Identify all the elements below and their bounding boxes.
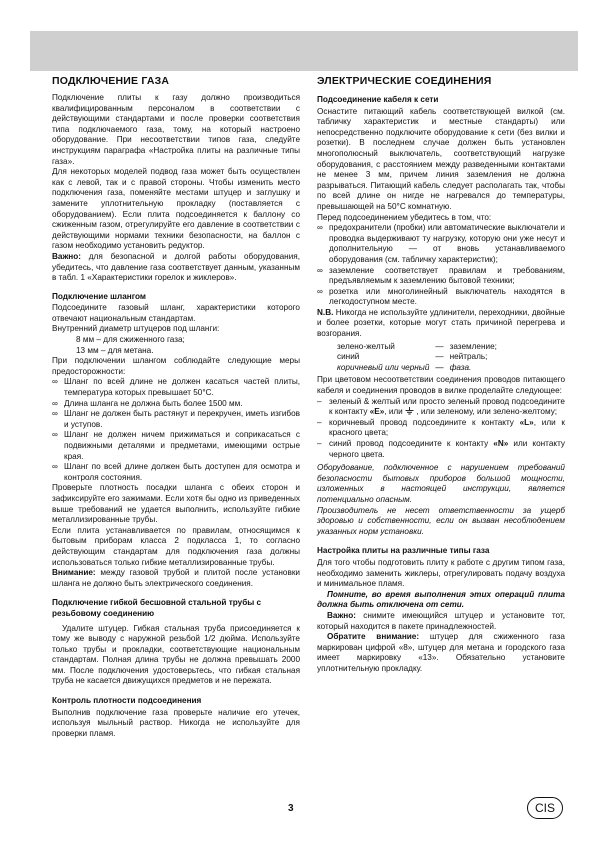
paragraph: Внимание: между газовой трубой и плитой после установки шланга не должно быть электрического соединения. bbox=[52, 568, 300, 588]
language-badge: CIS bbox=[527, 797, 563, 819]
paragraph: Для того чтобы подготовить плиту к работе с другим типом газа, необходимо заменить жиклеры, отрегулировать подачу воздуха и минимальное пламя. bbox=[317, 557, 565, 589]
paragraph: Оснастите питающий кабель соответствующей вилкой (см. табличку характеристик и местные стандарты) или непосредственно подключите оборудование к сети (без вилки и розетки). В последнем случае должен быть установлен многополюсный выключатель, соответствующий нагрузке оборудования, с расстоянием между разведенными контактами не менее 3 мм, причем линия заземления не должна разрываться. Питающий кабель следует располагать так, чтобы по всей длине он нигде не нагревался до температуры, превышающей на 50°С комнатную. bbox=[317, 106, 565, 211]
cable-title: Подсоединение кабеля к сети bbox=[317, 95, 439, 104]
paragraph: При цветовом несоответствии соединения проводов питающего кабеля и соединения проводов в вилке проделайте следующее: bbox=[317, 375, 565, 396]
size-item: 13 мм – для метана. bbox=[76, 345, 154, 355]
paragraph: Важно: снимите имеющийся штуцер и установите тот, который находится в пакете принадлежностей. bbox=[317, 610, 565, 631]
list-item: – коричневый провод подсоедините к контакту «L», или к красного цвета; bbox=[317, 417, 565, 438]
table-row: зелено-желтый — заземление; bbox=[337, 341, 497, 351]
infinity-bullet-icon: ∞ bbox=[52, 430, 58, 440]
paragraph: Удалите штуцер. Гибкая стальная труба присоединяется к тому же выводу с наружной резьбой 1/2 дюйма. Используйте только трубы и прокладки, соответствующие национальным стандартам. Полная длина трубы не должна превышать 2000 мм. После подключения удостоверьтесь, что гибкая стальная труба не касается движущихся предметов и не пережата. bbox=[52, 623, 300, 686]
list-item: ∞ Шланг по всей длине должен быть доступен для осмотра и контроля состояния. bbox=[52, 462, 300, 482]
label-bold: Важно: bbox=[52, 251, 81, 261]
wire-colors-table bbox=[337, 342, 503, 374]
page-number: 3 bbox=[288, 803, 294, 814]
paragraph: Подключение плиты к газу должно производиться квалифицированным персоналом в соответствии с действующими стандартами и после проверки соответствия типа подключаемого газа, тому, на который настроено оборудование. При несоответствии типов газа, следуйте инструкциям параграфа «Настройка плиты на различные типы газа». bbox=[52, 93, 300, 166]
infinity-bullet-icon: ∞ bbox=[317, 223, 323, 233]
hose-precautions-list bbox=[52, 377, 300, 483]
cable-check-list bbox=[317, 223, 565, 308]
infinity-bullet-icon: ∞ bbox=[52, 377, 58, 387]
leak-title: Контроль плотности подсоединения bbox=[52, 696, 202, 706]
list-item: ∞ Шланг не должен быть растянут и перекручен, иметь изгибов и уступов. bbox=[52, 409, 300, 429]
diameter-list bbox=[52, 335, 300, 356]
list-item: ∞ Шланг не должен ничем прижиматься и соприкасаться с подвижными деталями и предметами, имеющими острые края. bbox=[52, 430, 300, 461]
paragraph: Внутренний диаметр штуцеров под шланги: bbox=[52, 324, 220, 334]
dash-bullet: – bbox=[317, 417, 322, 427]
infinity-bullet-icon: ∞ bbox=[52, 398, 58, 408]
paragraph: Для некоторых моделей подвод газа может быть осуществлен как с левой, так и с правой стороны. Чтобы изменить место подключения газа, поменяйте местами штуцер и заглушку и замените уплотнительную прокладку (поставляется с оборудованием). Если плита подсоединяется к баллону со сжиженным газом, отрегулируйте его давление в соответствии с действующими нормами техники безопасности, на баллон с газом необходимо установить редуктор. bbox=[52, 167, 300, 251]
paragraph: Выполнив подключение газа проверьте наличие его утечек, используя мыльный раствор. Никогда не используйте для проверки пламя. bbox=[52, 707, 300, 738]
list-item: – синий провод подсоедините к контакту «N» или контакту черного цвета. bbox=[317, 439, 565, 459]
electrical-title: ЭЛЕКТРИЧЕСКИЕ СОЕДИНЕНИЯ bbox=[317, 75, 492, 87]
paragraph: Если плита устанавливается по правилам, относящимся к бытовым приборам класса 2 подкласса 1, то согласно действующим стандартам для подключения газа должны использоваться только гибкие металлизированные трубы. bbox=[52, 525, 300, 567]
list-item: – зеленый & желтый или просто зеленый провод подсоедините к контакту «Е», или , или зеленому, или зелено-желтому; bbox=[317, 396, 565, 417]
list-item: ∞ Длина шланга не должна быть более 1500 мм. bbox=[52, 398, 243, 408]
paragraph: Перед подсоединением убедитесь в том, что: bbox=[317, 212, 492, 222]
size-item: 8 мм – для сжиженного газа; bbox=[76, 335, 185, 345]
label-bold: Обратите внимание: bbox=[327, 632, 420, 642]
pipe-title: Подключение гибкой бесшовной стальной трубы с резьбовому соединению bbox=[52, 598, 262, 618]
label-bold: N.B. bbox=[317, 307, 334, 317]
dash-bullet: – bbox=[317, 439, 322, 448]
paragraph: Важно: для безопасной и долгой работы оборудования, убедитесь, что давление газа соответствует данным, указанным в табл. 1 «Характеристики горелок и жиклеров». bbox=[52, 251, 300, 283]
paragraph: При подключении шлангом соблюдайте следующие меры предосторожности: bbox=[52, 356, 300, 376]
hose-title: Подключение шлангом bbox=[52, 291, 146, 301]
paragraph: Обратите внимание: штуцер для сжиженного газа маркирован цифрой «8», штуцер для метана и городского газа имеет маркировку «13». Обязательно установите уплотнительную прокладку. bbox=[317, 632, 565, 673]
table-row: синий — нейтраль; bbox=[337, 352, 488, 362]
right-column bbox=[317, 75, 565, 674]
header-band bbox=[30, 31, 578, 71]
gas-connection-title: ПОДКЛЮЧЕНИЕ ГАЗА bbox=[52, 75, 170, 87]
disconnect-warning: Помните, во время выполнения этих операций плита должна быть отключена от сети. bbox=[317, 589, 565, 610]
infinity-bullet-icon: ∞ bbox=[317, 265, 323, 275]
ground-symbol-icon bbox=[405, 407, 414, 415]
list-item: ∞ заземление соответствует правилам и требованиям, предъявляемым к заземлению бытовой техники; bbox=[317, 265, 565, 286]
gas-types-title: Настройка плиты на различные типы газа bbox=[317, 546, 490, 556]
label-bold: Важно: bbox=[327, 610, 356, 620]
paragraph: Подсоедините газовый шланг, характеристики которого отвечают национальным стандартам. bbox=[52, 303, 300, 323]
infinity-bullet-icon: ∞ bbox=[317, 286, 323, 296]
liability-note: Производитель не несет ответственности за ущерб здоровью и собственности, если он вызван несоблюдением указанных норм установки. bbox=[317, 505, 565, 536]
table-row: коричневый или черный — фаза. bbox=[337, 362, 472, 372]
paragraph: N.B. Никогда не используйте удлинители, переходники, двойные и более розетки, которые могут стать причиной перегрева и возгорания. bbox=[317, 307, 565, 339]
safety-warning: Оборудование, подключенное с нарушением требований безопасности бытовых приборов большой мощности, изложенных в настоящей инструкции, является потенциально опасным. bbox=[317, 463, 565, 504]
label-bold: Внимание: bbox=[52, 568, 96, 578]
left-column bbox=[52, 75, 300, 739]
list-item: ∞ Шланг по всей длине не должен касаться частей плиты, температура которых превышает 50°С. bbox=[52, 377, 300, 398]
dash-bullet: – bbox=[317, 396, 322, 406]
infinity-bullet-icon: ∞ bbox=[52, 462, 58, 472]
infinity-bullet-icon: ∞ bbox=[52, 409, 58, 419]
list-item: ∞ предохранители (пробки) или автоматические выключатели и проводка выдерживают ту нагрузку, которую они уже несут и дополнительную — от вновь устанавливаемого оборудования (см. табличку характеристик); bbox=[317, 223, 565, 264]
list-item: ∞ розетка или многолинейный выключатель находятся в легкодоступном месте. bbox=[317, 286, 565, 307]
paragraph: Проверьте плотность посадки шланга с обеих сторон и зафиксируйте его зажимами. Если хотя бы одно из приведенных выше требований не удается выполнить, используйте гибкие металлизированные трубы. bbox=[52, 483, 300, 525]
wire-steps-list bbox=[317, 397, 565, 461]
